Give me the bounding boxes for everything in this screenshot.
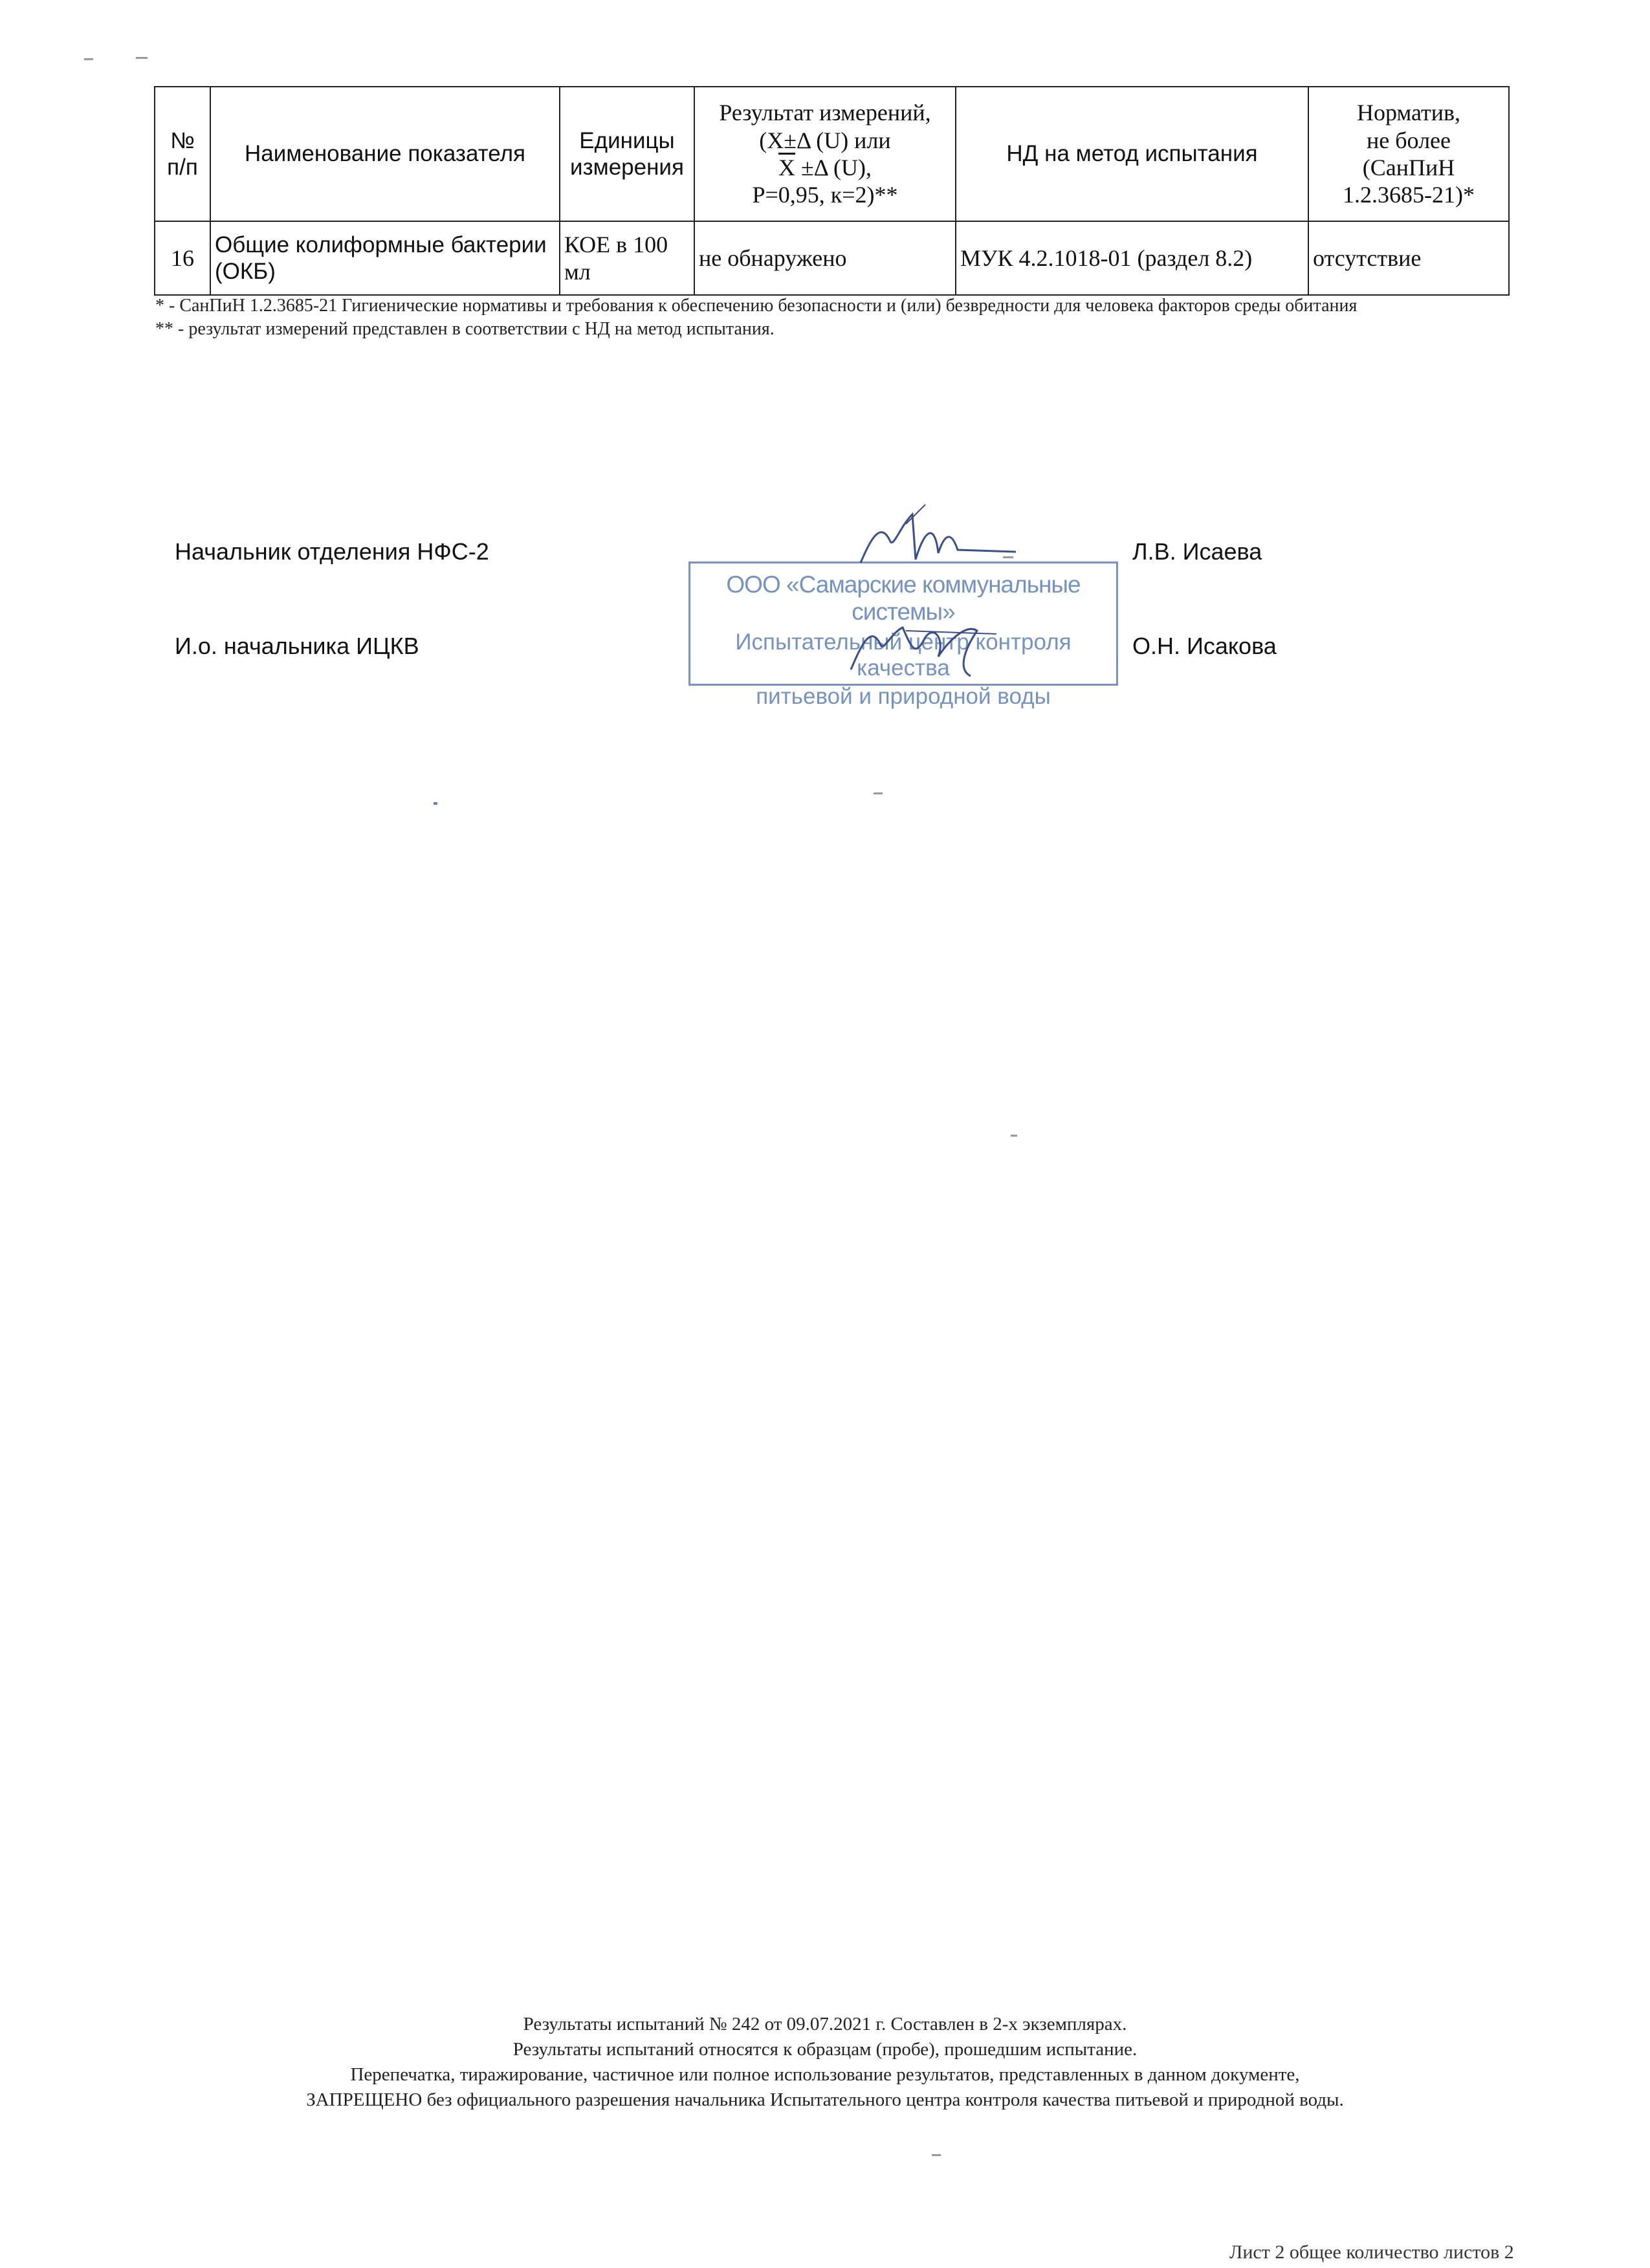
footer-line-4: ЗАПРЕЩЕНО без официального разрешения начальника Испытательного центра контроля качества питьевой и природной воды. (306, 2089, 1344, 2111)
scan-speck (136, 57, 148, 59)
signature-1-icon (854, 501, 1022, 572)
signer-1-position: Начальник отделения НФС-2 (175, 538, 489, 565)
scan-speck (434, 802, 437, 805)
mean-x-symbol: $\overline{X}$ (778, 155, 796, 180)
signer-2-name: О.Н. Исакова (1132, 633, 1277, 659)
document-footer (0, 2012, 1650, 2113)
footnote-1: * - СанПиН 1.2.3685-21 Гигиенические нормативы и требования к обеспечению безопасности и (или) безвредности для человека факторов среды обитания (155, 296, 1358, 316)
results-table (154, 86, 1510, 296)
signer-1-name: Л.В. Исаева (1132, 538, 1262, 565)
cell-result: не обнаружено (694, 221, 956, 295)
footer-line-2: Результаты испытаний относятся к образцам (пробе), прошедшим испытание. (512, 2039, 1138, 2060)
table-header-row (155, 87, 1509, 221)
scan-speck (1011, 1135, 1017, 1137)
scan-speck (1003, 556, 1013, 558)
footer-line-1: Результаты испытаний № 242 от 09.07.2021 г. Составлен в 2-х экземплярах. (523, 2014, 1127, 2034)
header-units: Единицы измерения (560, 87, 694, 221)
cell-num: 16 (155, 221, 210, 295)
header-num: № п/п (155, 87, 210, 221)
footnote-2: ** - результат измерений представлен в соответствии с НД на метод испытания. (155, 319, 775, 340)
cell-method: МУК 4.2.1018-01 (раздел 8.2) (956, 221, 1308, 295)
footer-line-3: Перепечатка, тиражирование, частичное или полное использование результатов, представленных в данном документе, (350, 2064, 1300, 2086)
scan-speck (84, 58, 93, 60)
page-number: Лист 2 общее количество листов 2 (1229, 2241, 1514, 2263)
header-method: НД на метод испытания (956, 87, 1308, 221)
cell-units: КОЕ в 100 мл (560, 221, 694, 295)
scan-speck (932, 2154, 941, 2156)
cell-norm: отсутствие (1308, 221, 1509, 295)
header-result: Результат измерений, (X±Δ (U) или $\overline{X} \pm\Delta$ (U), P=0,95, к=2)** (694, 87, 956, 221)
stamp-line-1: ООО «Самарские коммунальные системы» (726, 571, 1081, 625)
table-row (155, 221, 1509, 295)
signer-2-position: И.о. начальника ИЦКВ (175, 633, 419, 659)
cell-name: Общие колиформные бактерии (ОКБ) (210, 221, 560, 295)
stamp-line-3: питьевой и природной воды (756, 684, 1051, 709)
header-name: Наименование показателя (210, 87, 560, 221)
header-norm: Норматив, не более (СанПиН 1.2.3685-21)* (1308, 87, 1509, 221)
signature-2-icon (841, 611, 1009, 682)
footnotes (155, 294, 1514, 342)
scan-speck (874, 792, 883, 794)
stamp-line-2: Испытательный центр контроля качества (735, 629, 1072, 681)
